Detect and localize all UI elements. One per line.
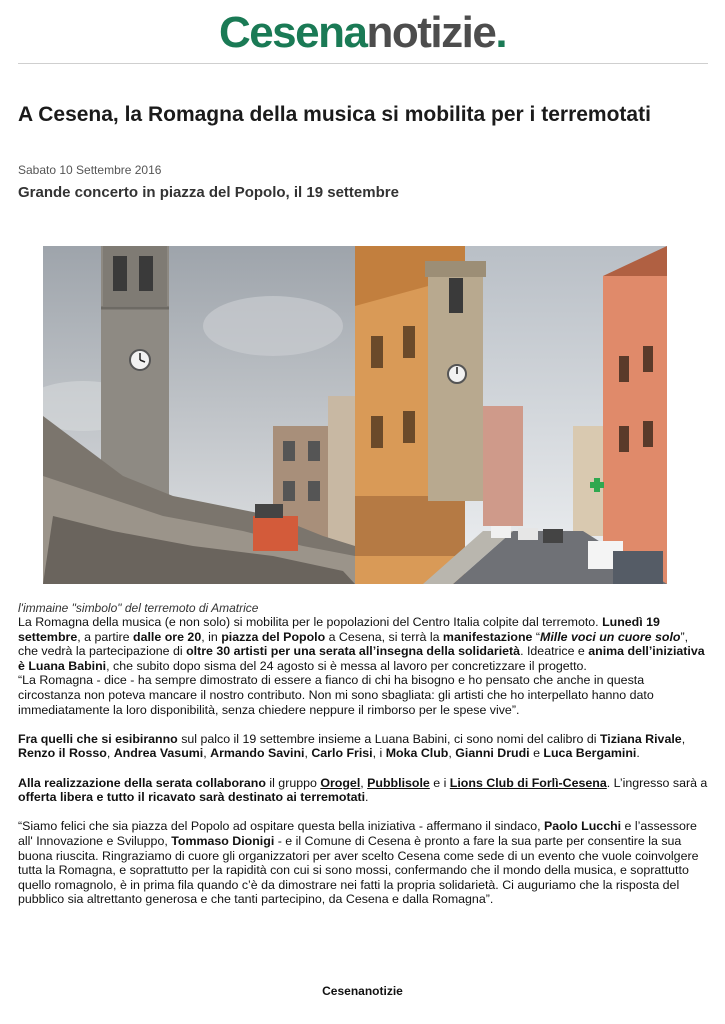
- logo-text-cesena: Cesena: [218, 8, 367, 57]
- footer-site-name: Cesenanotizie: [322, 984, 403, 998]
- paragraph-sponsors: Alla realizzazione della serata collaborano il gruppo Orogel, Pubblisole e i Lions Club di Forlì-Cesena. L’ingresso sarà a offerta libera e tutto il ricavato sarà destinato ai terremotati.: [18, 775, 708, 805]
- article-body: [18, 615, 708, 921]
- image-caption: l'immaine "simbolo" del terremoto di Amatrice: [18, 601, 259, 615]
- article-title: A Cesena, la Romagna della musica si mobilita per i terremotati: [18, 103, 651, 126]
- paragraph-mayor-quote: “Siamo felici che sia piazza del Popolo ad ospitare questa bella iniziativa - affermano il sindaco, Paolo Lucchi e l’assessore all' Innovazione e Sviluppo, Tommaso Dionigi - e il Comune di Cesena è pronto a fare la sua parte per consentire la sua buona riuscita. Ringraziamo di cuore gli organizzatori per aver scelto Cesena come sede di un evento che vuole coinvolgere tutta la Romagna, e soprattutto per la rapidità con cui si sono mossi, confermando che il mondo della musica, e soprattutto quello romagnolo, è in prima fila quando c’è da dimostrare nei fatti la propria solidarietà. Ci auguriamo che la risposta del pubblico sia altrettanto generosa e che tanti partecipino, da Cesena e dalla Romagna”.: [18, 819, 699, 907]
- link-orogel[interactable]: Orogel: [320, 775, 361, 790]
- photo-before-earthquake: [43, 246, 355, 584]
- header-divider: [18, 63, 708, 64]
- site-logo[interactable]: [0, 10, 725, 56]
- photo-after-earthquake: [355, 246, 667, 584]
- logo-dot: .: [495, 8, 507, 57]
- paragraph-artists: Fra quelli che si esibiranno sul palco il 19 settembre insieme a Luana Babini, ci sono nomi del calibro di Tiziana Rivale, Renzo il Rosso, Andrea Vasumi, Armando Savini, Carlo Frisi, i Moka Club, Gianni Drudi e Luca Bergamini.: [18, 731, 686, 761]
- article-subtitle: Grande concerto in piazza del Popolo, il 19 settembre: [18, 184, 399, 201]
- article-date: Sabato 10 Settembre 2016: [18, 163, 162, 177]
- article-photo: [43, 246, 667, 584]
- link-lions-club[interactable]: Lions Club di Forlì-Cesena: [449, 775, 607, 790]
- paragraph-intro: La Romagna della musica (e non solo) si mobilita per le popolazioni del Centro Italia colpite dal terremoto. Lunedì 19 settembre, a partire dalle ore 20, in piazza del Popolo a Cesena, si terrà la manifestazione “Mille voci un cuore solo”, che vedrà la partecipazione di oltre 30 artisti per una serata all’insegna della solidarietà. Ideatrice e anima dell’iniziativa è Luana Babini, che subito dopo sisma del 24 agosto si è messa al lavoro per concretizzare il progetto. “La Romagna - dice - ha sempre dimostrato di essere a fianco di chi ha bisogno e ho pensato che anche in questa circostanza non poteva mancare il nostro contributo. Non mi sono sbagliata: gli artisti che ho interpellato hanno dato immediatamente la loro disponibilità, senza chiedere neppure il rimborso per le spese vive”.: [18, 615, 705, 717]
- logo-text-notizie: notizie: [366, 8, 496, 57]
- link-pubblisole[interactable]: Pubblisole: [367, 775, 430, 790]
